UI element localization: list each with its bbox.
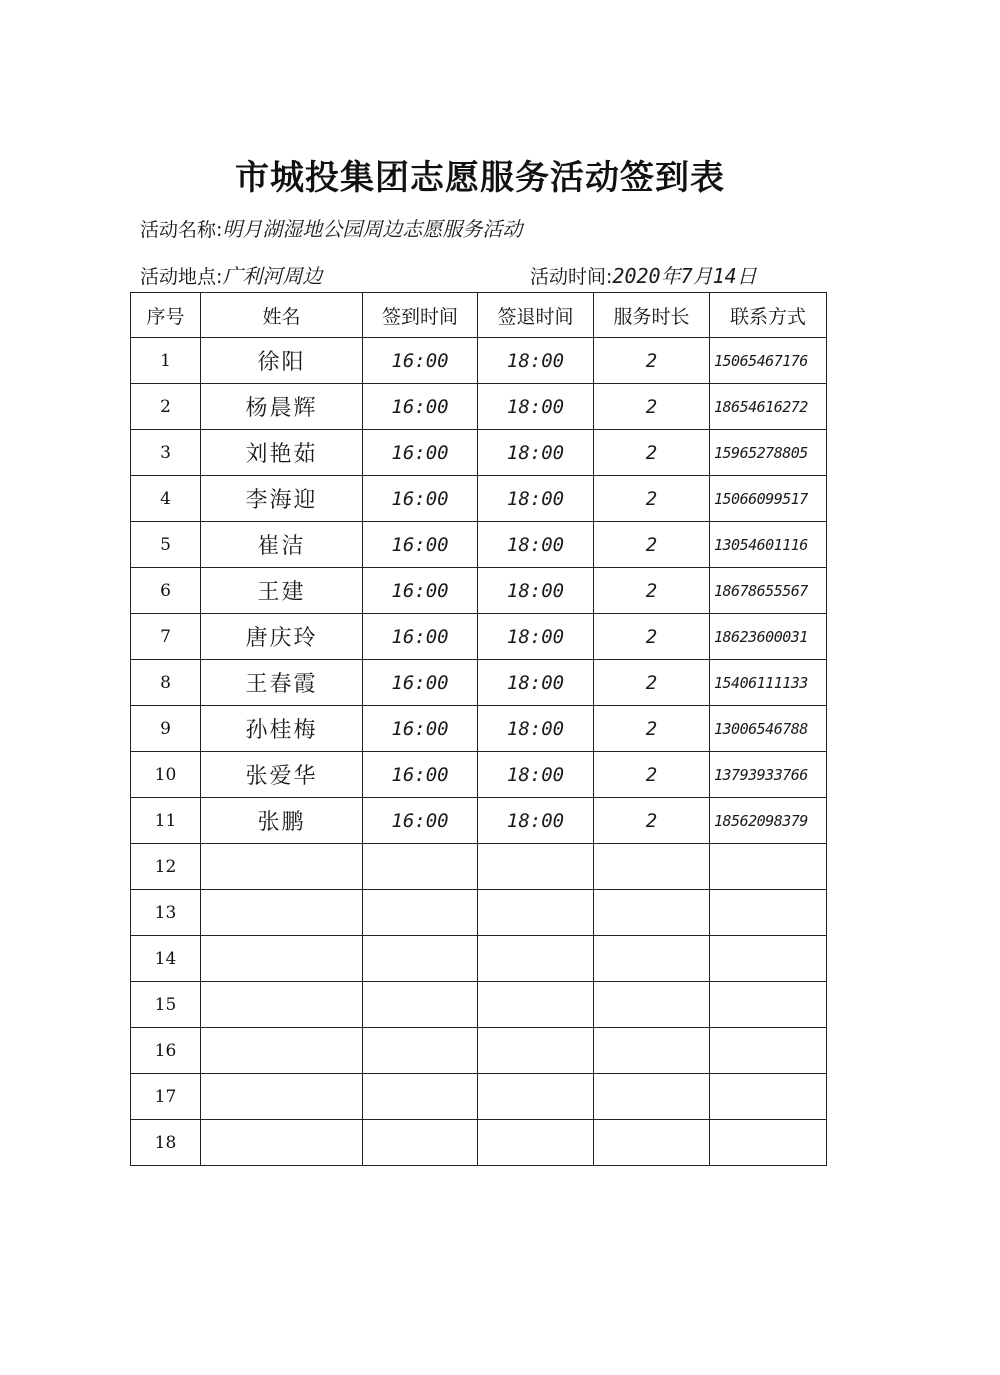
service-duration-cell: 2	[594, 522, 710, 568]
seq-cell: 7	[131, 614, 201, 660]
sign-in-time-cell: 16:00	[363, 338, 478, 384]
sign-out-time-cell	[478, 936, 594, 982]
table-header-row	[131, 293, 827, 338]
seq-cell: 5	[131, 522, 201, 568]
name-cell	[201, 1028, 363, 1074]
column-header-name: 姓名	[201, 293, 363, 338]
name-cell: 张鹏	[201, 798, 363, 844]
seq-cell: 12	[131, 844, 201, 890]
contact-cell	[710, 844, 827, 890]
activity-location-value: 广利河周边	[222, 264, 323, 288]
name-cell	[201, 936, 363, 982]
column-header-contact: 联系方式	[710, 293, 827, 338]
sign-out-time-cell: 18:00	[478, 476, 594, 522]
table-row	[131, 568, 827, 614]
service-duration-cell: 2	[594, 384, 710, 430]
contact-cell	[710, 936, 827, 982]
name-cell: 徐阳	[201, 338, 363, 384]
service-duration-cell	[594, 982, 710, 1028]
service-duration-cell: 2	[594, 660, 710, 706]
activity-time-label: 活动时间:	[530, 266, 613, 288]
table-row	[131, 798, 827, 844]
sign-in-time-cell	[363, 844, 478, 890]
seq-cell: 8	[131, 660, 201, 706]
table-row	[131, 1028, 827, 1074]
sign-in-time-cell	[363, 1074, 478, 1120]
contact-cell: 18562098379	[710, 798, 827, 844]
name-cell: 崔洁	[201, 522, 363, 568]
sign-in-time-cell: 16:00	[363, 660, 478, 706]
sign-out-time-cell: 18:00	[478, 430, 594, 476]
sign-out-time-cell: 18:00	[478, 338, 594, 384]
sign-in-time-cell	[363, 890, 478, 936]
sign-out-time-cell: 18:00	[478, 798, 594, 844]
seq-cell: 1	[131, 338, 201, 384]
sign-out-time-cell: 18:00	[478, 706, 594, 752]
contact-cell: 18654616272	[710, 384, 827, 430]
table-row	[131, 430, 827, 476]
contact-cell	[710, 1120, 827, 1166]
column-header-sign-out: 签退时间	[478, 293, 594, 338]
sign-out-time-cell: 18:00	[478, 568, 594, 614]
name-cell: 孙桂梅	[201, 706, 363, 752]
name-cell: 唐庆玲	[201, 614, 363, 660]
seq-cell: 4	[131, 476, 201, 522]
table-row	[131, 476, 827, 522]
sign-in-time-cell	[363, 1028, 478, 1074]
service-duration-cell: 2	[594, 614, 710, 660]
name-cell: 张爱华	[201, 752, 363, 798]
name-cell	[201, 1074, 363, 1120]
sign-in-time-cell: 16:00	[363, 706, 478, 752]
table-row	[131, 614, 827, 660]
table-row	[131, 752, 827, 798]
activity-location-label: 活动地点:	[140, 266, 223, 288]
column-header-seq: 序号	[131, 293, 201, 338]
contact-cell: 15406111133	[710, 660, 827, 706]
contact-cell: 13006546788	[710, 706, 827, 752]
name-cell: 刘艳茹	[201, 430, 363, 476]
name-cell: 王建	[201, 568, 363, 614]
page-title: 市城投集团志愿服务活动签到表	[235, 158, 725, 198]
activity-name-value: 明月湖湿地公园周边志愿服务活动	[222, 217, 523, 241]
sign-in-time-cell: 16:00	[363, 476, 478, 522]
seq-cell: 13	[131, 890, 201, 936]
sign-in-time-cell	[363, 1120, 478, 1166]
sign-out-time-cell: 18:00	[478, 384, 594, 430]
sign-out-time-cell	[478, 844, 594, 890]
table-row	[131, 660, 827, 706]
contact-cell: 18678655567	[710, 568, 827, 614]
name-cell: 李海迎	[201, 476, 363, 522]
seq-cell: 10	[131, 752, 201, 798]
seq-cell: 14	[131, 936, 201, 982]
sign-out-time-cell	[478, 1074, 594, 1120]
sign-out-time-cell	[478, 1120, 594, 1166]
seq-cell: 6	[131, 568, 201, 614]
name-cell	[201, 1120, 363, 1166]
sign-in-time-cell: 16:00	[363, 614, 478, 660]
contact-cell	[710, 1028, 827, 1074]
table-row	[131, 1074, 827, 1120]
name-cell	[201, 844, 363, 890]
table-row	[131, 522, 827, 568]
contact-cell: 15065467176	[710, 338, 827, 384]
sign-in-time-cell: 16:00	[363, 752, 478, 798]
name-cell	[201, 890, 363, 936]
sign-out-time-cell: 18:00	[478, 614, 594, 660]
sign-in-time-cell: 16:00	[363, 568, 478, 614]
contact-cell: 18623600031	[710, 614, 827, 660]
sign-out-time-cell: 18:00	[478, 522, 594, 568]
contact-cell: 15066099517	[710, 476, 827, 522]
service-duration-cell	[594, 936, 710, 982]
service-duration-cell: 2	[594, 752, 710, 798]
table-row	[131, 844, 827, 890]
contact-cell: 13793933766	[710, 752, 827, 798]
seq-cell: 16	[131, 1028, 201, 1074]
contact-cell	[710, 1074, 827, 1120]
table-row	[131, 384, 827, 430]
sign-in-time-cell: 16:00	[363, 430, 478, 476]
service-duration-cell: 2	[594, 706, 710, 752]
contact-cell	[710, 982, 827, 1028]
table-row	[131, 982, 827, 1028]
service-duration-cell: 2	[594, 430, 710, 476]
name-cell: 王春霞	[201, 660, 363, 706]
sign-in-table	[130, 292, 827, 1166]
seq-cell: 15	[131, 982, 201, 1028]
sign-in-time-cell: 16:00	[363, 798, 478, 844]
contact-cell: 13054601116	[710, 522, 827, 568]
service-duration-cell	[594, 1028, 710, 1074]
sign-out-time-cell	[478, 1028, 594, 1074]
seq-cell: 18	[131, 1120, 201, 1166]
contact-cell: 15965278805	[710, 430, 827, 476]
sign-out-time-cell: 18:00	[478, 660, 594, 706]
table-row	[131, 890, 827, 936]
service-duration-cell	[594, 890, 710, 936]
seq-cell: 9	[131, 706, 201, 752]
contact-cell	[710, 890, 827, 936]
sign-in-time-cell: 16:00	[363, 384, 478, 430]
seq-cell: 2	[131, 384, 201, 430]
seq-cell: 17	[131, 1074, 201, 1120]
activity-location-line	[140, 260, 322, 289]
column-header-sign-in: 签到时间	[363, 293, 478, 338]
seq-cell: 3	[131, 430, 201, 476]
service-duration-cell: 2	[594, 568, 710, 614]
service-duration-cell	[594, 1074, 710, 1120]
sign-out-time-cell	[478, 890, 594, 936]
table-row	[131, 706, 827, 752]
service-duration-cell: 2	[594, 338, 710, 384]
name-cell	[201, 982, 363, 1028]
service-duration-cell: 2	[594, 476, 710, 522]
table-row	[131, 1120, 827, 1166]
service-duration-cell	[594, 1120, 710, 1166]
sign-in-time-cell	[363, 936, 478, 982]
sign-in-time-cell	[363, 982, 478, 1028]
sign-in-time-cell: 16:00	[363, 522, 478, 568]
activity-name-line	[140, 213, 522, 242]
service-duration-cell	[594, 844, 710, 890]
activity-time-value: 2020年7月14日	[612, 264, 757, 288]
sign-out-time-cell: 18:00	[478, 752, 594, 798]
service-duration-cell: 2	[594, 798, 710, 844]
table-row	[131, 936, 827, 982]
seq-cell: 11	[131, 798, 201, 844]
activity-time-line	[530, 260, 757, 289]
column-header-duration: 服务时长	[594, 293, 710, 338]
sign-out-time-cell	[478, 982, 594, 1028]
name-cell: 杨晨辉	[201, 384, 363, 430]
table-row	[131, 338, 827, 384]
activity-name-label: 活动名称:	[140, 219, 223, 241]
